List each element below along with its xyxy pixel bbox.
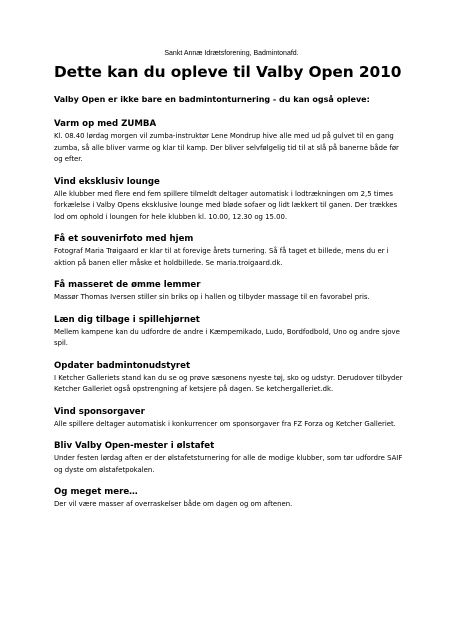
section-heading: Opdater badmintonudstyret xyxy=(54,360,191,371)
document-title: Dette kan du opleve til Valby Open 2010 xyxy=(54,63,402,81)
section-text: Der vil være masser af overraskelser både om dagen og om aftenen. xyxy=(54,500,293,508)
section-text: Massør Thomas Iversen stiller sin briks op i hallen og tilbyder massage til en favorabel pris. xyxy=(54,293,370,301)
section-text: Mellem kampene kan du udfordre de andre i Kæmpemikado, Ludo, Bordfodbold, Uno og andre sjove spil. xyxy=(54,327,400,347)
section-souvenir-photo xyxy=(54,234,409,269)
section-text: I Ketcher Galleriets stand kan du se og prøve sæsonens nyeste tøj, sko og udstyr. Derudover tilbyder Ketcher Galleriet også opstrengning af ketsjere på dagen. Se ketchergalleriet.dk. xyxy=(54,373,403,393)
section-text: Alle spillere deltager automatisk i konkurrencer om sponsorgaver fra FZ Forza og Ketcher Galleriet. xyxy=(54,419,396,428)
section-heading: Vind sponsorgaver xyxy=(54,406,145,417)
section-text: Kl. 08.40 lørdag morgen vil zumba-instruktør Lene Mondrup hive alle med ud på gulvet til en gang zumba, så alle bliver varme og klar til kamp. Der bliver selvfølgelig tid til at slå på banerne både før og efter. xyxy=(54,132,399,163)
section-text: Alle klubber med flere end fem spillere tilmeldt deltager automatisk i lodtrækningen om 2,5 times forkælelse i Valby Opens eksklusive lounge med bløde sofaer og lidt lækkert til ganen. Der trækkes lod om ophold i loungen for hele klubben kl. 10.00, 12.30 og 15.00. xyxy=(54,189,398,221)
section-heading: Varm op med ZUMBA xyxy=(54,119,157,129)
section-heading: Bliv Valby Open-mester i ølstafet xyxy=(54,441,215,451)
intro-text: Valby Open er ikke bare en badmintonturnering - du kan også opleve: xyxy=(54,95,370,104)
section-zumba xyxy=(54,119,409,166)
section-heading: Få et souvenirfoto med hjem xyxy=(54,234,194,244)
section-heading: Få masseret de ømme lemmer xyxy=(54,280,201,290)
section-beer-relay xyxy=(54,441,409,476)
section-heading: Og meget mere… xyxy=(54,487,138,497)
section-equipment xyxy=(54,361,409,396)
section-heading: Læn dig tilbage i spillehjørnet xyxy=(54,314,200,325)
document-page xyxy=(54,50,409,522)
section-text: Under festen lørdag aften er der ølstafetsturnering for alle de modige klubber, som tør udfordre SAIF og dyste om ølstafetpokalen. xyxy=(54,454,403,474)
section-text: Fotograf Maria Trøigaard er klar til at forevige årets turnering. Så få taget et billede, mens du er i aktion på banen eller måske et holdbillede. Se maria.troigaard.dk. xyxy=(54,247,389,267)
section-game-corner xyxy=(54,315,409,350)
organization-name: Sankt Annæ Idrætsforening, Badmintonafd. xyxy=(164,50,299,57)
section-sponsor-gifts xyxy=(54,407,409,431)
section-heading: Vind eksklusiv lounge xyxy=(54,176,160,187)
section-much-more xyxy=(54,487,409,511)
section-lounge xyxy=(54,177,409,224)
section-massage xyxy=(54,280,409,304)
